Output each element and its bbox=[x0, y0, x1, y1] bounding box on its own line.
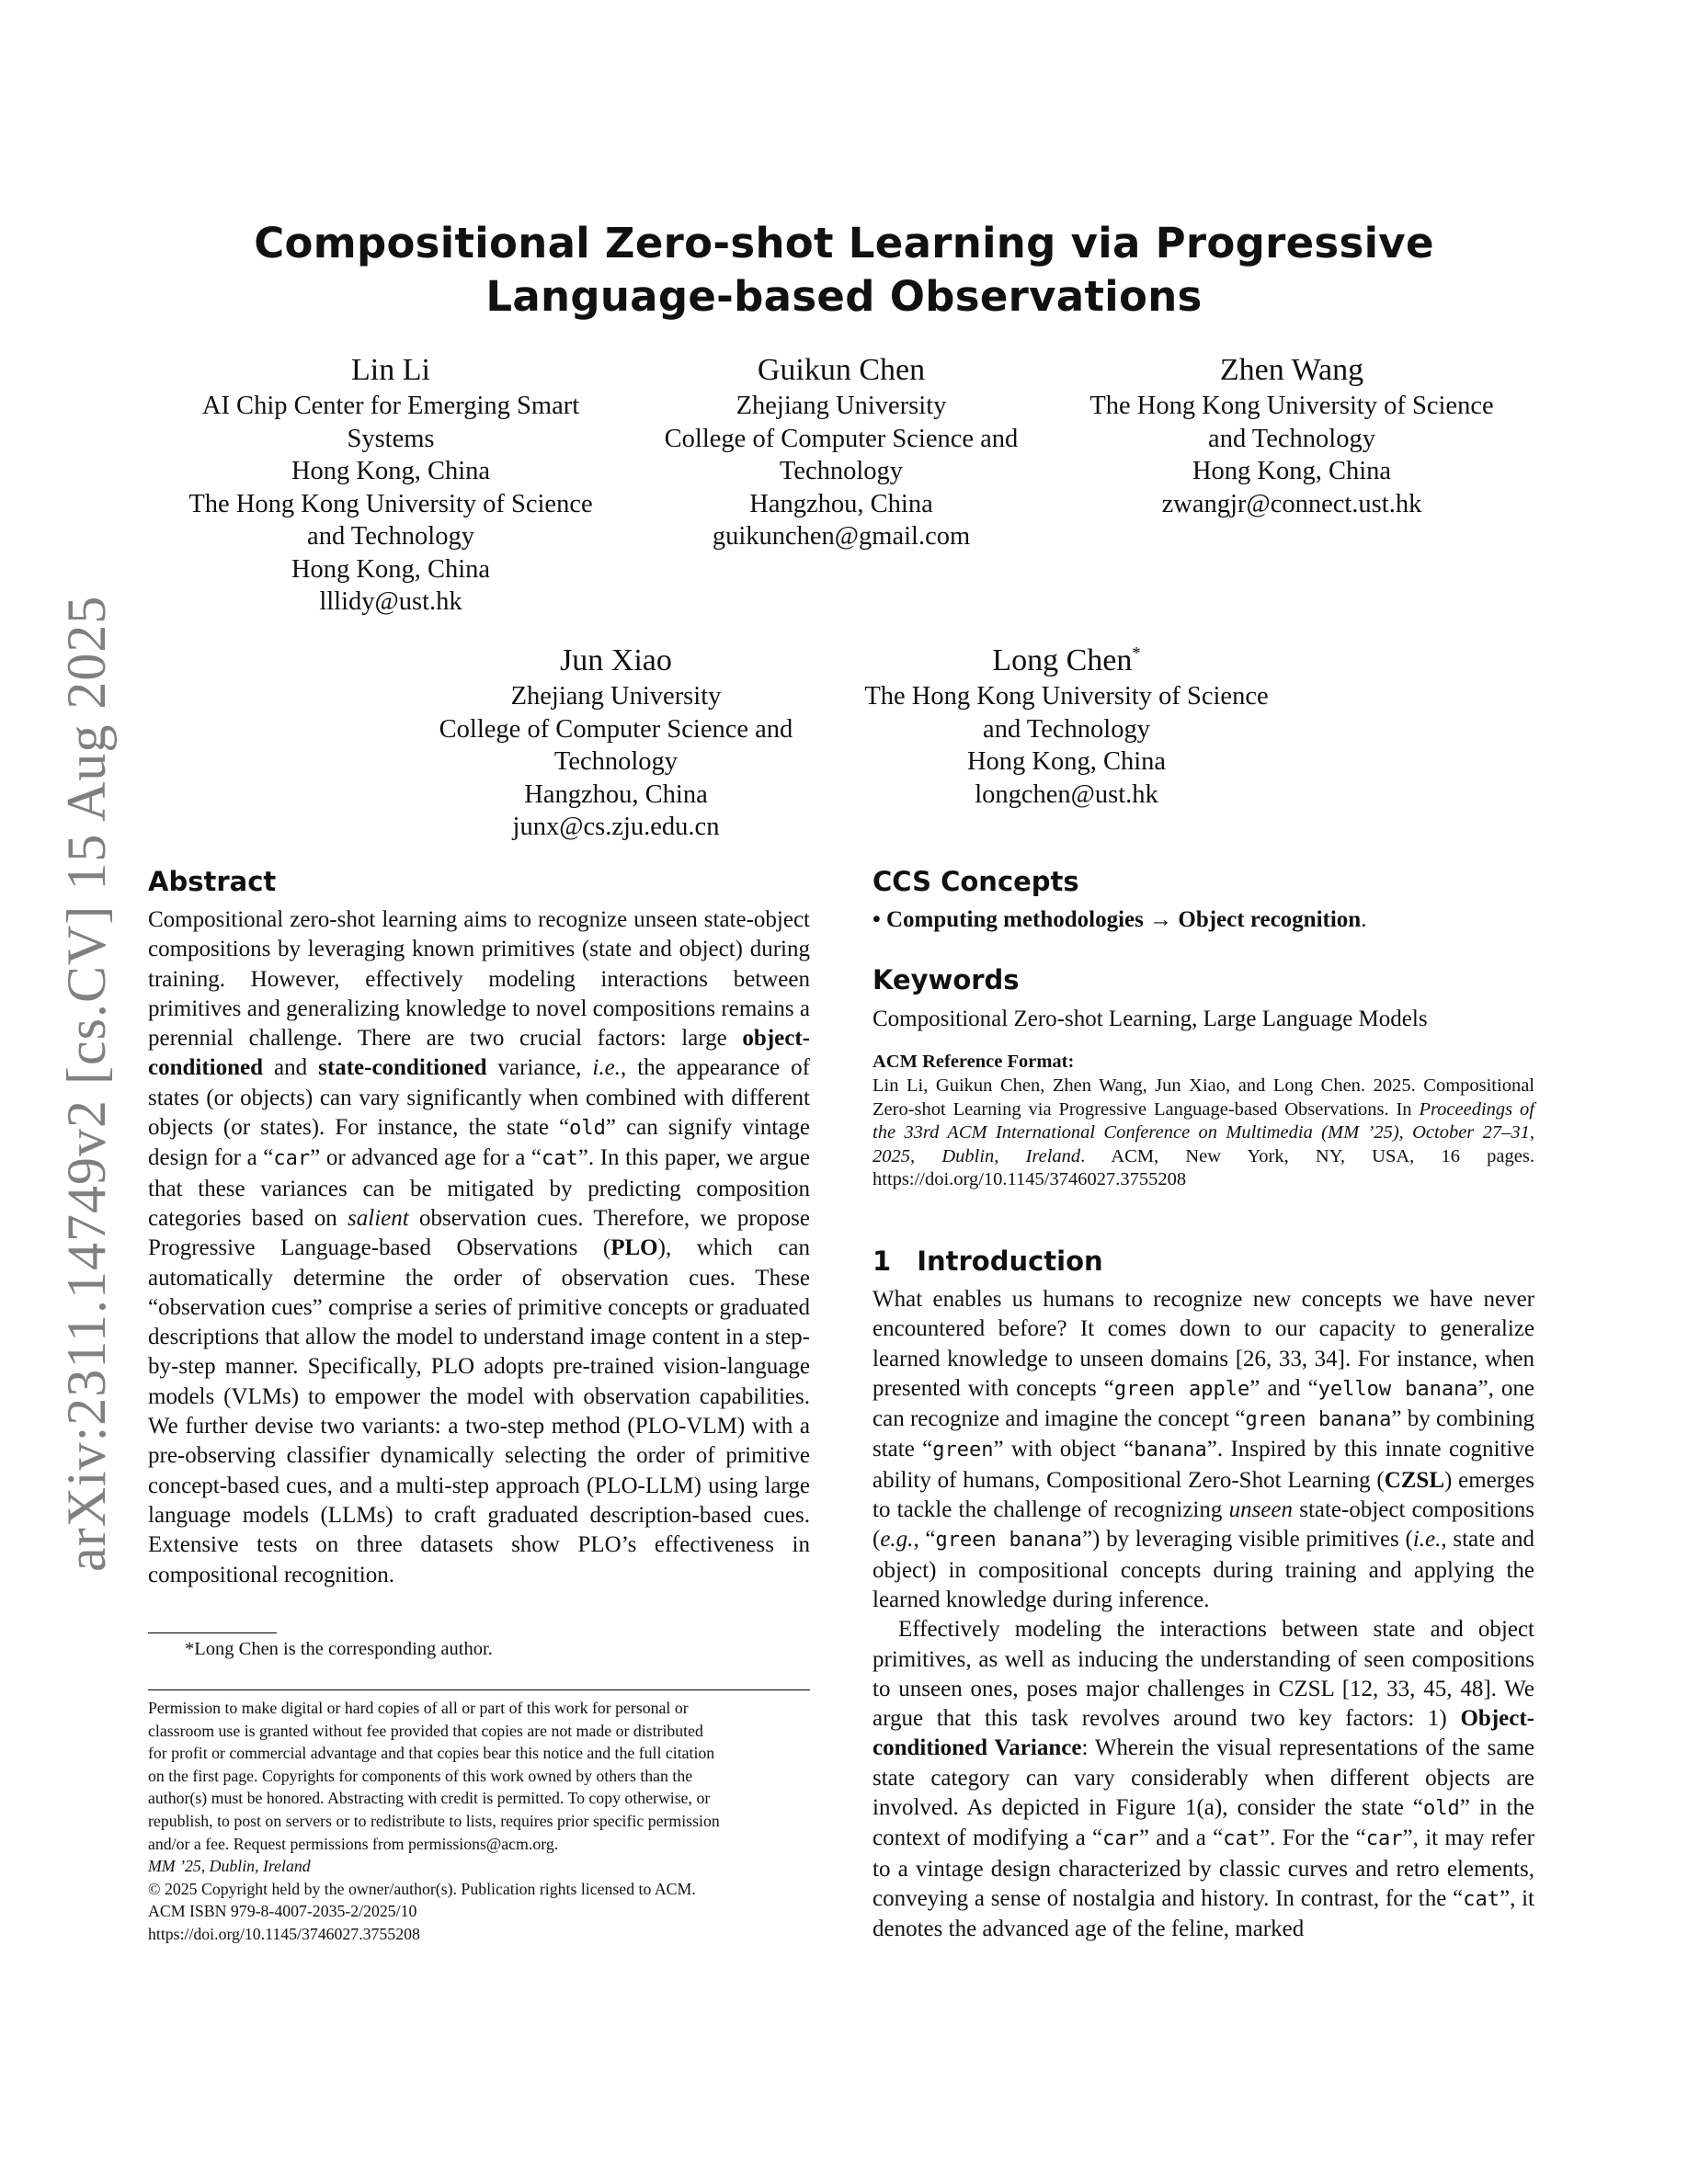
text: variance, bbox=[486, 1055, 593, 1081]
doi-link[interactable]: https://doi.org/10.1145/3746027.3755208 bbox=[148, 1924, 420, 1943]
author-affiliation: Zhejiang University bbox=[510, 682, 722, 711]
code-term: yellow banana bbox=[1317, 1377, 1478, 1401]
text: ” and a “ bbox=[1138, 1826, 1224, 1851]
author-name: Jun Xiao bbox=[560, 643, 672, 677]
permission-block bbox=[148, 1697, 810, 1946]
code-term: green apple bbox=[1113, 1377, 1250, 1401]
intro-body bbox=[873, 1285, 1534, 1945]
code-term: cat bbox=[1223, 1827, 1260, 1851]
code-term: banana bbox=[1134, 1439, 1207, 1462]
bold-term: CZSL bbox=[1384, 1467, 1445, 1493]
text: ) emerges to tackle the challenge of recognizing bbox=[873, 1467, 1534, 1523]
intro-paragraph-1 bbox=[873, 1285, 1534, 1615]
author-email[interactable]: guikunchen@gmail.com bbox=[712, 522, 971, 551]
code-term: old bbox=[1422, 1797, 1460, 1821]
author-email[interactable]: junx@cs.zju.edu.cn bbox=[512, 813, 720, 841]
permission-line: and/or a fee. Request permissions from permissions@acm.org. bbox=[148, 1834, 559, 1853]
italic-term: salient bbox=[348, 1205, 409, 1231]
author-block-long-chen bbox=[832, 642, 1301, 811]
text: ”. In this paper, we argue that these variances can be mitigated by predicting composition categories based on bbox=[148, 1145, 811, 1231]
text: Compositional zero-shot learning aims to recognize unseen state-object compositions by leveraging known primitives (state and object) during training. However, effectively modeling interactions between primitives and generalizing knowledge to novel compositions remains a perennial challenge. There are two crucial factors: large bbox=[148, 907, 810, 1052]
text: ), which can automatically determine the order of observation cues. These “observation cues” comprise a series of primitive concepts or graduated descriptions that allow the model to understand image content in a step-by-step manner. Specifically, PLO adopts pre-trained vision-language models (VLMs) to empower the model with observation capabilities. We further devise two variants: a two-step method (PLO-VLM) with a pre-observing classifier dynamically selecting the order of primitive concept-based cues, and a multi-step approach (PLO-LLM) using large language models (LLMs) to craft graduated description-based cues. Extensive tests on three datasets show PLO’s effectiveness in compositional recognition. bbox=[148, 1235, 810, 1587]
author-block-zhen-wang bbox=[1057, 351, 1526, 520]
ccs-bullet: • Computing methodologies → Object recognition bbox=[873, 907, 1362, 932]
abstract-body bbox=[148, 905, 810, 1590]
text: ”) by leveraging visible primitives ( bbox=[1081, 1527, 1413, 1553]
text: and bbox=[263, 1055, 319, 1081]
author-affiliation: Hangzhou, China bbox=[749, 489, 933, 518]
italic-term: e.g. bbox=[880, 1527, 914, 1553]
acm-reference-text bbox=[873, 1075, 1534, 1192]
footnote-corresponding-author: *Long Chen is the corresponding author. bbox=[185, 1639, 493, 1659]
author-block-guikun-chen bbox=[607, 351, 1076, 553]
text: Lin Li, Guikun Chen, Zhen Wang, Jun Xiao, and Long Chen. 2025. Compositional Zero-shot Learning via Progressive Language-based Observations. In bbox=[873, 1075, 1534, 1120]
italic-term: unseen bbox=[1228, 1497, 1293, 1523]
author-affiliation: College of Computer Science and bbox=[439, 714, 793, 744]
section-number: 1 bbox=[873, 1246, 892, 1277]
author-affiliation: AI Chip Center for Emerging Smart bbox=[201, 392, 580, 420]
section-title: Introduction bbox=[917, 1246, 1103, 1277]
author-email[interactable]: longchen@ust.hk bbox=[975, 779, 1158, 809]
keywords-text: Compositional Zero-shot Learning, Large Language Models bbox=[873, 1007, 1428, 1031]
permission-line: classroom use is granted without fee provided that copies are not made or distributed bbox=[148, 1721, 703, 1740]
text: ”. Inspired by this innate cognitive ability of humans, Compositional Zero-Shot Learning ( bbox=[873, 1437, 1534, 1493]
text: state-object compositions ( bbox=[873, 1497, 1534, 1553]
text: ” can signify vintage design for a “ bbox=[148, 1115, 810, 1171]
author-affiliation: Technology bbox=[553, 747, 679, 776]
code-term: old bbox=[569, 1117, 606, 1141]
author-affiliation: Systems bbox=[347, 424, 435, 453]
author-name: Guikun Chen bbox=[757, 353, 926, 387]
author-affiliation: The Hong Kong University of Science bbox=[864, 682, 1269, 711]
code-term: car bbox=[1365, 1827, 1403, 1851]
author-affiliation: Hong Kong, China bbox=[291, 554, 491, 584]
author-block-lin-li bbox=[156, 351, 625, 619]
author-affiliation: Zhejiang University bbox=[736, 392, 947, 420]
text: ”, it may refer to a vintage design characterized by classic curves and retro elements, conveying a sense of nostalgia and history. In contrast, for the “ bbox=[873, 1826, 1534, 1911]
bold-term: state-conditioned bbox=[318, 1055, 487, 1081]
ccs-end: . bbox=[1361, 907, 1367, 932]
text: ”, one can recognize and imagine the concept “ bbox=[873, 1375, 1535, 1432]
author-name-text: Long Chen bbox=[992, 643, 1133, 677]
permission-line: for profit or commercial advantage and that copies bear this notice and the full citation bbox=[148, 1744, 715, 1763]
code-term: car bbox=[273, 1147, 311, 1171]
intro-heading bbox=[873, 1245, 1103, 1278]
text: ” or advanced age for a “ bbox=[310, 1145, 542, 1171]
title-line-2: Language-based Observations bbox=[485, 272, 1203, 321]
bold-term: Object-conditioned Variance bbox=[873, 1706, 1534, 1761]
text: ” and “ bbox=[1249, 1375, 1318, 1401]
venue-line: MM ’25, Dublin, Ireland bbox=[148, 1857, 311, 1876]
italic-term: i.e. bbox=[592, 1055, 621, 1081]
acm-reference-heading: ACM Reference Format: bbox=[873, 1052, 1075, 1072]
text: , the appearance of states (or objects) can vary significantly when combined with different objects (or states). For instance, the state “ bbox=[148, 1055, 810, 1141]
text: observation cues. Therefore, we propose Progressive Language-based Observations ( bbox=[148, 1205, 810, 1261]
text: . ACM, New York, NY, USA, 16 pages. https://doi.org/10.1145/3746027.3755208 bbox=[873, 1145, 1534, 1189]
text: ”. For the “ bbox=[1260, 1826, 1366, 1851]
code-term: cat bbox=[542, 1147, 578, 1171]
italic-term: i.e. bbox=[1412, 1527, 1442, 1553]
permission-rule bbox=[148, 1689, 810, 1690]
author-email[interactable]: lllidy@ust.hk bbox=[319, 587, 462, 616]
code-term: cat bbox=[1463, 1887, 1500, 1911]
author-name bbox=[832, 642, 1301, 680]
code-term: green bbox=[932, 1439, 994, 1462]
permission-line: on the first page. Copyrights for components of this work owned by others than the bbox=[148, 1766, 693, 1785]
text: ” by combining state “ bbox=[873, 1406, 1534, 1462]
author-affiliation: Hong Kong, China bbox=[291, 457, 491, 485]
footnote-rule bbox=[148, 1632, 277, 1633]
ccs-heading: CCS Concepts bbox=[873, 866, 1079, 897]
isbn-line: ACM ISBN 979-8-4007-2035-2/2025/10 bbox=[148, 1902, 417, 1921]
paper-title bbox=[184, 217, 1504, 324]
permission-line: author(s) must be honored. Abstracting with credit is permitted. To copy otherwise, or bbox=[148, 1789, 711, 1808]
text: , state and object) in compositional concepts during training and applying the learned knowledge during inference. bbox=[873, 1527, 1534, 1612]
author-affiliation: Hong Kong, China bbox=[1192, 457, 1392, 485]
italic-term: Proceedings of the 33rd ACM International Conference on Multimedia (MM ’25), October 27–31, 2025, Dublin, Ireland bbox=[873, 1098, 1534, 1166]
permission-line: republish, to post on servers or to redistribute to lists, requires prior specific permission bbox=[148, 1811, 720, 1830]
code-term: green banana bbox=[1245, 1408, 1392, 1432]
bold-term: PLO bbox=[610, 1235, 658, 1261]
bold-term: object-conditioned bbox=[148, 1026, 810, 1081]
text: , “ bbox=[913, 1527, 936, 1553]
arxiv-side-stamp: arXiv:2311.14749v2 [cs.CV] 15 Aug 2025 bbox=[56, 595, 117, 1572]
author-affiliation: Hong Kong, China bbox=[966, 747, 1167, 776]
text: : Wherein the visual representations of the same state category can vary considerably when different objects are involved. As depicted in Figure 1(a), consider the state “ bbox=[873, 1735, 1534, 1821]
copyright-line: © 2025 Copyright held by the owner/author(s). Publication rights licensed to ACM. bbox=[148, 1879, 696, 1898]
author-affiliation: Hangzhou, China bbox=[524, 779, 708, 809]
ccs-concepts bbox=[873, 905, 1534, 935]
author-affiliation: and Technology bbox=[1208, 424, 1375, 453]
author-name: Lin Li bbox=[351, 353, 430, 387]
author-block-jun-xiao bbox=[382, 642, 850, 844]
text: What enables us humans to recognize new concepts we have never encountered before? It comes down to our capacity to generalize learned knowledge to unseen domains [26, 33, 34]. For instance, when presented with concepts “ bbox=[873, 1287, 1534, 1401]
abstract-paragraph bbox=[148, 905, 810, 1590]
code-term: car bbox=[1102, 1827, 1139, 1851]
code-term: green banana bbox=[935, 1529, 1082, 1553]
corresponding-mark: * bbox=[1132, 643, 1141, 664]
author-affiliation: and Technology bbox=[307, 522, 474, 551]
author-affiliation: Technology bbox=[779, 457, 904, 485]
text: ”, it denotes the advanced age of the feline, marked bbox=[873, 1885, 1534, 1942]
text: ” with object “ bbox=[993, 1437, 1135, 1462]
author-affiliation: College of Computer Science and bbox=[664, 424, 1019, 453]
author-affiliation: The Hong Kong University of Science bbox=[188, 489, 593, 518]
title-line-1: Compositional Zero-shot Learning via Progressive bbox=[254, 219, 1434, 267]
abstract-heading: Abstract bbox=[148, 866, 277, 897]
keywords-heading: Keywords bbox=[873, 964, 1020, 995]
author-name: Zhen Wang bbox=[1219, 353, 1364, 387]
author-email[interactable]: zwangjr@connect.ust.hk bbox=[1161, 489, 1422, 518]
permission-line: Permission to make digital or hard copies of all or part of this work for personal or bbox=[148, 1699, 689, 1717]
intro-paragraph-2 bbox=[873, 1615, 1534, 1944]
text: Effectively modeling the interactions between state and object primitives, as well as inducing the understanding of seen compositions to unseen ones, poses major challenges in CZSL [12, 33, 45, 48]. We argue that this task revolves around two key factors: 1) bbox=[873, 1617, 1534, 1732]
author-affiliation: The Hong Kong University of Science bbox=[1089, 392, 1494, 420]
author-affiliation: and Technology bbox=[983, 714, 1150, 744]
text: ” in the context of modifying a “ bbox=[873, 1795, 1534, 1851]
